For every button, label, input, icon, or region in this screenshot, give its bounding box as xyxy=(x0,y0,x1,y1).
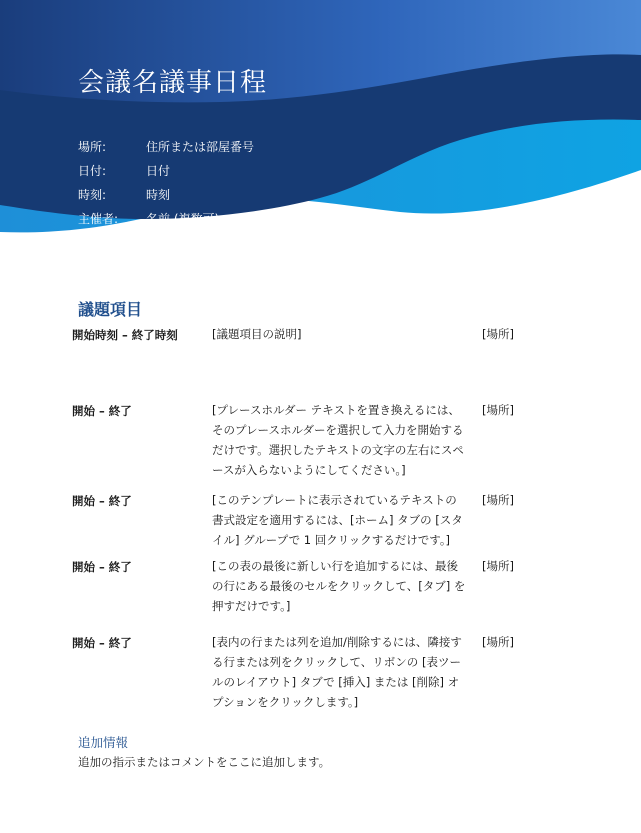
agenda-time[interactable]: 開始 – 終了 xyxy=(72,636,132,650)
organizer-label: 主催者: xyxy=(78,211,119,226)
agenda-time[interactable]: 開始 – 終了 xyxy=(72,404,132,418)
agenda-time[interactable]: 開始 – 終了 xyxy=(72,560,132,574)
agenda-row xyxy=(72,490,542,556)
agenda-location[interactable]: [場所] xyxy=(482,327,514,341)
agenda-description[interactable]: [議題項目の説明] xyxy=(212,327,302,341)
agenda-description[interactable]: [表内の行または列を追加/削除するには、隣接する行または列をクリックして、リボンの [表ツールのレイアウト] タブで [挿入] または [削除] オプションをクリックします。] xyxy=(212,635,462,709)
organizer-value[interactable]: 名前 (複数可) xyxy=(146,211,220,226)
meta-row-organizer xyxy=(78,206,254,230)
agenda-table xyxy=(72,324,542,722)
meeting-info xyxy=(78,134,254,230)
location-label: 場所: xyxy=(78,139,107,154)
time-value[interactable]: 時刻 xyxy=(146,187,171,202)
additional-info-heading: 追加情報 xyxy=(78,735,129,750)
agenda-time[interactable]: 開始 – 終了 xyxy=(72,494,132,508)
agenda-row xyxy=(72,632,542,722)
agenda-description[interactable]: [プレースホルダー テキストを置き換えるには、そのプレースホルダーを選択して入力を開始するだけです。選択したテキストの文字の左右にスペースが入らないようにしてください。] xyxy=(212,403,464,477)
agenda-location[interactable]: [場所] xyxy=(482,635,514,649)
agenda-row xyxy=(72,400,542,490)
meta-row-location xyxy=(78,134,254,158)
date-label: 日付: xyxy=(78,163,107,178)
agenda-description[interactable]: [この表の最後に新しい行を追加するには、最後の行にある最後のセルをクリックして、[タブ] を押すだけです。] xyxy=(212,559,466,613)
agenda-row xyxy=(72,556,542,632)
agenda-location[interactable]: [場所] xyxy=(482,403,514,417)
location-value[interactable]: 住所または部屋番号 xyxy=(146,139,255,154)
time-label: 時刻: xyxy=(78,187,107,202)
agenda-time[interactable]: 開始時刻 – 終了時刻 xyxy=(72,328,178,342)
agenda-location[interactable]: [場所] xyxy=(482,559,514,573)
agenda-location[interactable]: [場所] xyxy=(482,493,514,507)
agenda-heading: 議題項目 xyxy=(78,300,143,319)
meeting-title[interactable]: 会議名議事日程 xyxy=(78,68,268,98)
additional-info-body[interactable]: 追加の指示またはコメントをここに追加します。 xyxy=(78,755,331,769)
date-value[interactable]: 日付 xyxy=(146,163,171,178)
meta-row-time xyxy=(78,182,254,206)
agenda-description[interactable]: [このテンプレートに表示されているテキストの書式設定を適用するには、[ホーム] タブの [スタイル] グループで 1 回クリックするだけです。] xyxy=(212,493,463,547)
agenda-row xyxy=(72,324,542,400)
meta-row-date xyxy=(78,158,254,182)
